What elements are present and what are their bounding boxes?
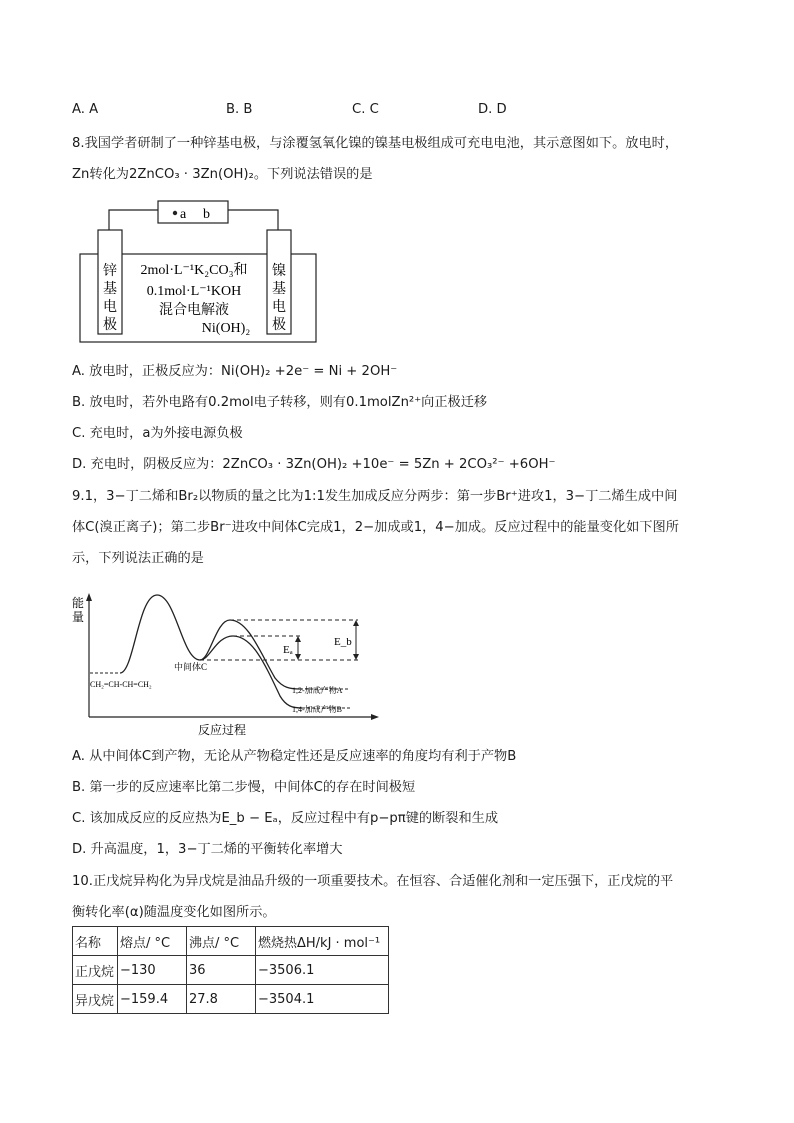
q9-stem-line2: 体C(溴正离子)；第二步Br⁻进攻中间体C完成1，2−加成或1，4−加成。反应过程中的能量变化如下图所: [72, 520, 679, 535]
terminal-a-label: a: [180, 207, 187, 222]
q9-option-d: D. 升高温度，1，3−丁二烯的平衡转化率增大: [72, 842, 343, 857]
table-cell: −159.4: [118, 985, 187, 1014]
table-cell: 正戊烷: [73, 956, 118, 985]
nickel-electrode-char3: 电: [272, 300, 286, 315]
q8-option-b: B. 放电时，若外电路有0.2mol电子转移，则有0.1molZn²⁺向正极迁移: [72, 395, 488, 410]
y-axis-label-top: 能: [72, 596, 85, 610]
reactant-label: CH₂=CH-CH=CH₂: [90, 680, 152, 689]
terminal-a-dot: [173, 211, 177, 215]
nickel-electrode-char1: 镍: [272, 264, 286, 279]
table-header-cell: 名称: [73, 927, 118, 956]
nickel-electrode-char2: 基: [272, 282, 286, 297]
q10-properties-table: [72, 926, 389, 1014]
x-axis-label: 反应过程: [197, 723, 247, 737]
y-axis-label-bottom: 量: [72, 610, 85, 624]
q9-option-c: C. 该加成反应的反应热为E_b − Eₐ，反应过程中有p−pπ键的断裂和生成: [72, 811, 499, 826]
table-cell: −130: [118, 956, 187, 985]
table-cell: 36: [187, 956, 256, 985]
electrolyte-line2: 0.1mol·L⁻¹KOH: [146, 284, 242, 299]
q9-stem-line1: 9.1，3−丁二烯和Br₂以物质的量之比为1:1发生加成反应分两步：第一步Br⁺进攻1，3−丁二烯生成中间: [72, 489, 678, 504]
table-cell: 27.8: [187, 985, 256, 1014]
electrolyte-line1: 2mol·L⁻¹K₂CO₃和: [140, 263, 248, 278]
product-a-label: 1,2-加成产物A: [292, 686, 343, 695]
q8-option-c: C. 充电时，a为外接电源负极: [72, 426, 243, 441]
table-header-row: [73, 927, 389, 956]
intermediate-c-label: 中间体C: [174, 662, 208, 672]
q9-energy-diagram: [70, 590, 380, 740]
table-header-cell: 燃烧热ΔH/kJ · mol⁻¹: [256, 927, 389, 956]
q9-stem-line3: 示，下列说法正确的是: [72, 551, 204, 566]
table-header-cell: 沸点/ °C: [187, 927, 256, 956]
q8-option-a: A. 放电时，正极反应为：Ni(OH)₂ +2e⁻ = Ni + 2OH⁻: [72, 364, 398, 379]
table-cell: −3504.1: [256, 985, 389, 1014]
q7-option-b: B. B: [226, 102, 253, 117]
q7-option-c: C. C: [352, 102, 379, 117]
ea-label: Eₐ: [283, 644, 293, 656]
q8-stem-line2: Zn转化为2ZnCO₃ · 3Zn(OH)₂。下列说法错误的是: [72, 167, 373, 182]
q10-stem-line2: 衡转化率(α)随温度变化如图所示。: [72, 905, 276, 920]
q7-option-d: D. D: [478, 102, 507, 117]
q9-option-b: B. 第一步的反应速率比第二步慢，中间体C的存在时间极短: [72, 780, 416, 795]
ab-device-box: [158, 201, 228, 223]
terminal-b-label: b: [203, 207, 210, 222]
table-cell: −3506.1: [256, 956, 389, 985]
table-row: [73, 956, 389, 985]
zinc-electrode-char2: 基: [103, 282, 117, 297]
q10-stem-line1: 10.正戊烷异构化为异戊烷是油品升级的一项重要技术。在恒容、合适催化剂和一定压强下，正戊烷的平: [72, 874, 674, 889]
table-header-cell: 熔点/ °C: [118, 927, 187, 956]
q9-option-a: A. 从中间体C到产物，无论从产物稳定性还是反应速率的角度均有利于产物B: [72, 749, 517, 764]
nickel-electrode-char4: 极: [272, 318, 286, 333]
product-b-label: 1,4-加成产物B: [292, 705, 342, 714]
electrolyte-line3: 混合电解液: [159, 303, 229, 318]
table-row: [73, 985, 389, 1014]
eb-label: E_b: [334, 636, 352, 648]
q8-option-d: D. 充电时，阴极反应为：2ZnCO₃ · 3Zn(OH)₂ +10e⁻ = 5Zn + 2CO₃²⁻ +6OH⁻: [72, 457, 556, 472]
zinc-electrode-char1: 锌: [103, 264, 117, 279]
cathode-material-label: Ni(OH)₂: [201, 321, 251, 336]
table-cell: 异戊烷: [73, 985, 118, 1014]
zinc-electrode-char4: 极: [103, 318, 117, 333]
q7-option-a: A. A: [72, 102, 99, 117]
zinc-electrode-char3: 电: [103, 300, 117, 315]
q8-stem-line1: 8.我国学者研制了一种锌基电极，与涂覆氢氧化镍的镍基电极组成可充电电池，其示意图如下。放电时，: [72, 136, 679, 151]
q8-battery-diagram: [76, 198, 326, 346]
